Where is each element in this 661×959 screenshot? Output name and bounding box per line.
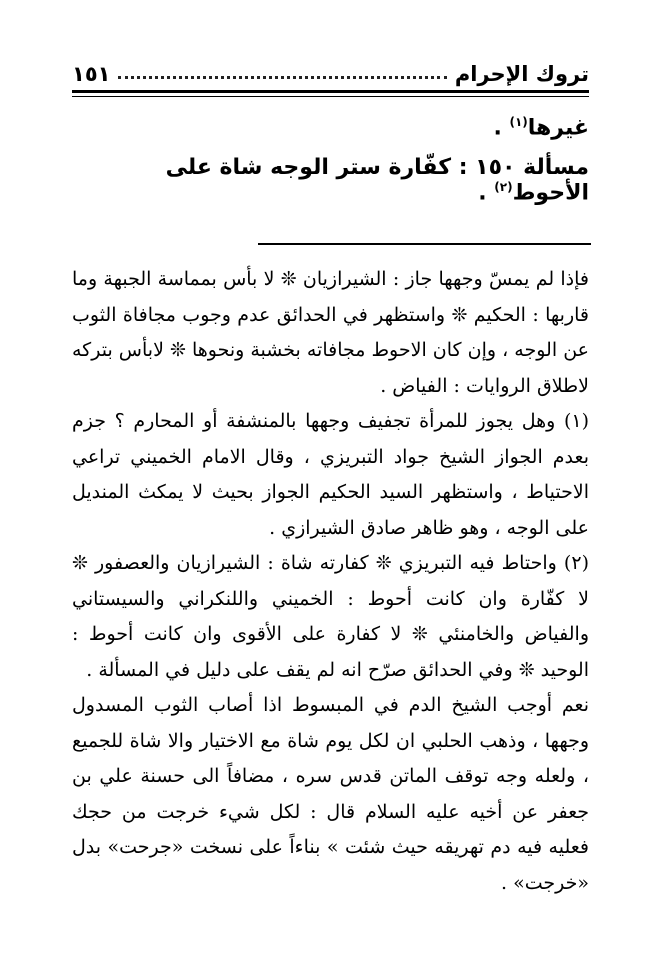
header-rule-thick xyxy=(72,90,589,93)
footnote-2-continued: نعم أوجب الشيخ الدم في المبسوط اذا أصاب الثوب المسدول وجهها ، وذهب الحلبي ان لكل يوم شاة مع الاختيار والا شاة للجميع ، ولعله وجه توقف الماتن قدس سره ، مضافاً الى حسنة علي بن جعفر عن أخيه عليه السلام قال : لكل شيء خرجت من حجك فعليه فيه دم تهريقه حيث شئت » بناءاً على نسخت «جرحت» بدل «خرجت» . xyxy=(72,694,589,894)
issue-label: مسألة ١٥٠ : xyxy=(458,155,589,180)
header-rule-thin xyxy=(72,96,589,97)
footnote-ref: (٢) xyxy=(494,180,513,194)
footnote-1: (١) وهل يجوز للمرأة تجفيف وجهها بالمنشفة أو المحارم ؟ جزم بعدم الجواز الشيخ جواد التبريزي ، وقال الامام الخميني تراعي الاحتياط ، واستظهر السيد الحكيم الجواز بحيث لا يمكث المنديل على الوجه ، وهو ظاهر صادق الشيرازي . xyxy=(72,410,589,539)
page-number: ١٥١ xyxy=(72,62,111,86)
footnote-2: (٢) واحتاط فيه التبريزي ❊ كفارته شاة : الشيرازيان والعصفور ❊ لا كفّارة وان كانت أحوط : الخميني واللنكراني والسيستاني والفياض والخامنئي ❊ لا كفارة على الأقوى وان كانت أحوط : الوحيد ❊ وفي الحدائق صرّح انه لم يقف على دليل في المسألة . xyxy=(72,552,589,681)
header-title: تروك الإحرام xyxy=(454,62,589,86)
footnotes xyxy=(72,262,589,901)
footnote-ref: (١) xyxy=(509,115,528,129)
footnote-continued: فإذا لم يمسّ وجهها جاز : الشيرازيان ❊ لا بأس بمماسة الجبهة وما قاربها : الحكيم ❊ واستظهر في الحدائق عدم وجوب مجافاة الثوب عن الوجه ، وإن كان الاحوط مجافاته بخشبة ونحوها ❊ لابأس بتركه لاطلاق الروايات : الفياض . xyxy=(72,268,589,397)
header-dot-leader xyxy=(118,76,446,79)
running-header xyxy=(72,56,589,86)
issue-heading: مسألة ١٥٠ : كفّارة ستر الوجه شاة على الأحوط$^{(٢)}$ . xyxy=(165,155,589,206)
issue-text: كفّارة ستر الوجه شاة على الأحوط xyxy=(165,155,589,206)
continued-text: غيرها$^{(١)}$ . xyxy=(493,115,589,141)
footnote-separator xyxy=(258,243,591,245)
